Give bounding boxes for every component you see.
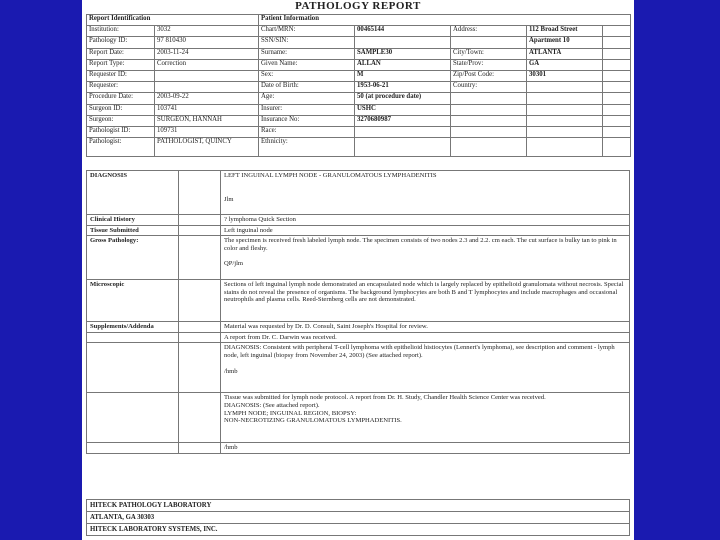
id-value: SURGEON, HANNAH [155, 115, 259, 126]
tissue-submitted-label: Tissue Submitted [87, 225, 179, 236]
id-value: 109731 [155, 126, 259, 137]
gross-pathology-initials: QP/jlm [224, 260, 244, 268]
id-label: Institution: [87, 26, 155, 37]
patient-label: Race: [259, 126, 355, 137]
patient-value-2 [527, 82, 603, 93]
microscopic-label: Microscopic [87, 280, 179, 322]
id-label: Surgeon ID: [87, 104, 155, 115]
patient-label: Insurance No: [259, 115, 355, 126]
supplement-entry: Tissue was submitted for lymph node protocol. A report from Dr. H. Study, Chandler Health Science Center was received. [224, 394, 546, 402]
patient-value-2 [527, 115, 603, 126]
id-label: Pathologist: [87, 138, 155, 157]
report-sheet [82, 0, 634, 540]
gross-pathology-cell [221, 236, 630, 280]
patient-value [355, 37, 451, 48]
patient-label-2 [451, 104, 527, 115]
supplement-initials: /hmb [221, 443, 630, 454]
spacer-cell [179, 343, 221, 393]
patient-value: 50 (at procedure date) [355, 93, 451, 104]
patient-label: Age: [259, 93, 355, 104]
spare-cell [603, 70, 631, 81]
diagnosis-text: LEFT INGUINAL LYMPH NODE - GRANULOMATOUS LYMPHADENITIS [224, 172, 437, 179]
patient-label-2 [451, 93, 527, 104]
id-label: Pathology ID: [87, 37, 155, 48]
id-value: 103741 [155, 104, 259, 115]
patient-label-2: Zip/Post Code: [451, 70, 527, 81]
supplement-entry-cell [221, 393, 630, 443]
spare-cell [603, 48, 631, 59]
patient-label-2 [451, 115, 527, 126]
patient-value: ALLAN [355, 59, 451, 70]
supplement-initials: /hmb [224, 367, 238, 375]
spare-cell [603, 115, 631, 126]
patient-label-2 [451, 37, 527, 48]
id-value: 2003-09-22 [155, 93, 259, 104]
patient-value: 1953-06-21 [355, 82, 451, 93]
spacer-cell [179, 236, 221, 280]
lab-name: HITECK PATHOLOGY LABORATORY [87, 500, 630, 512]
patient-value-2 [527, 93, 603, 104]
id-label: Report Date: [87, 48, 155, 59]
report-body [86, 170, 630, 454]
spare-cell [603, 26, 631, 37]
spare-cell [603, 126, 631, 137]
patient-label-2 [451, 126, 527, 137]
diagnosis-initials: Jlm [224, 195, 234, 203]
patient-value-2: 30301 [527, 70, 603, 81]
id-value: 3032 [155, 26, 259, 37]
lab-company: HITECK LABORATORY SYSTEMS, INC. [87, 524, 630, 536]
id-value [155, 70, 259, 81]
patient-value-2 [527, 138, 603, 157]
spare-cell [603, 104, 631, 115]
id-label: Surgeon: [87, 115, 155, 126]
clinical-history-text: ? lymphoma Quick Section [221, 215, 630, 226]
patient-value-2: GA [527, 59, 603, 70]
patient-label-2: State/Prov: [451, 59, 527, 70]
clinical-history-label: Clinical History [87, 215, 179, 226]
id-label: Requester: [87, 82, 155, 93]
patient-value-2: ATLANTA [527, 48, 603, 59]
patient-value [355, 138, 451, 157]
supplements-label-empty [87, 393, 179, 443]
supplements-label-empty [87, 332, 179, 343]
id-label: Procedure Date: [87, 93, 155, 104]
patient-label-2: Country: [451, 82, 527, 93]
spacer-cell [179, 171, 221, 215]
spacer-cell [179, 225, 221, 236]
supplement-entry: LYMPH NODE; INGUINAL REGION, BIOPSY: [224, 409, 357, 417]
patient-label-2: Address: [451, 26, 527, 37]
patient-value-2 [527, 104, 603, 115]
patient-value: SAMPLE30 [355, 48, 451, 59]
spare-cell [603, 82, 631, 93]
spacer-cell [179, 443, 221, 454]
patient-value: 00465144 [355, 26, 451, 37]
patient-label-2: City/Town: [451, 48, 527, 59]
id-label: Requester ID: [87, 70, 155, 81]
supplement-entry: DIAGNOSIS: Consistent with peripheral T-cell lymphoma with epithelioid histiocytes (Lennert's lymphoma), see description and comment - lymph node, left inguinal (biopsy from November 24, 2003) (See attached report). [224, 344, 615, 359]
supplement-entry: A report from Dr. C. Darwin was received. [221, 332, 630, 343]
id-value: PATHOLOGIST, QUINCY [155, 138, 259, 157]
report-title: PATHOLOGY REPORT [295, 0, 421, 12]
patient-label: Surname: [259, 48, 355, 59]
patient-label: Chart/MRN: [259, 26, 355, 37]
patient-value: 3270680987 [355, 115, 451, 126]
id-label: Pathologist ID: [87, 126, 155, 137]
patient-value [355, 126, 451, 137]
lab-address: ATLANTA, GA 30303 [87, 512, 630, 524]
spacer-cell [179, 322, 221, 333]
id-value: Correction [155, 59, 259, 70]
patient-value-2: Apartment 10 [527, 37, 603, 48]
patient-label: Insurer: [259, 104, 355, 115]
spacer-cell [179, 393, 221, 443]
patient-label: Date of Birth: [259, 82, 355, 93]
supplements-label-empty [87, 443, 179, 454]
spacer-cell [179, 332, 221, 343]
patient-value-2 [527, 126, 603, 137]
spare-cell [603, 93, 631, 104]
gross-pathology-label: Gross Pathology: [87, 236, 179, 280]
patient-label: SSN/SIN: [259, 37, 355, 48]
patient-value: USHC [355, 104, 451, 115]
spacer-cell [179, 215, 221, 226]
patient-label: Given Name: [259, 59, 355, 70]
patient-value: M [355, 70, 451, 81]
id-value: 2003-11-24 [155, 48, 259, 59]
lab-footer [86, 499, 630, 536]
gross-pathology-text: The specimen is received fresh labeled lymph node. The specimen consists of two nodes 2.3 and 2.2. cm each. The cut surface is bulky tan to pink in color and fleshy. [224, 237, 617, 252]
supplement-entry-cell [221, 343, 630, 393]
tissue-submitted-text: Left inguinal node [221, 225, 630, 236]
spacer-cell [179, 280, 221, 322]
supplement-entry: DIAGNOSIS: (See attached report). [224, 401, 320, 409]
identification-grid [86, 14, 631, 157]
patient-information-header: Patient Information [259, 15, 631, 26]
microscopic-text: Sections of left inguinal lymph node demonstrated an encapsulated node which is largely replaced by epithelioid granulomata without necrosis. Special stains do not reveal the presence of organisms. The background lymphocytes are both B and T lymphocytes and include macrophages and occasional neutrophils and plasma cells. Reed-Sternberg cells are not demonstrated. [221, 280, 630, 322]
supplements-label: Supplements/Addenda [87, 322, 179, 333]
spare-cell [603, 138, 631, 157]
patient-label: Ethnicity: [259, 138, 355, 157]
supplement-entry: NON-NECROTIZING GRANULOMATOUS LYMPHADENITIS. [224, 417, 402, 425]
id-label: Report Type: [87, 59, 155, 70]
supplements-label-empty [87, 343, 179, 393]
report-identification-header: Report Identification [87, 15, 259, 26]
id-value: 97 810430 [155, 37, 259, 48]
spare-cell [603, 59, 631, 70]
id-value [155, 82, 259, 93]
spare-cell [603, 37, 631, 48]
supplement-entry: Material was requested by Dr. D. Consult, Saint Joseph's Hospital for review. [221, 322, 630, 333]
diagnosis-cell [221, 171, 630, 215]
diagnosis-label: DIAGNOSIS [87, 171, 179, 215]
patient-label-2 [451, 138, 527, 157]
patient-value-2: 112 Broad Street [527, 26, 603, 37]
patient-label: Sex: [259, 70, 355, 81]
